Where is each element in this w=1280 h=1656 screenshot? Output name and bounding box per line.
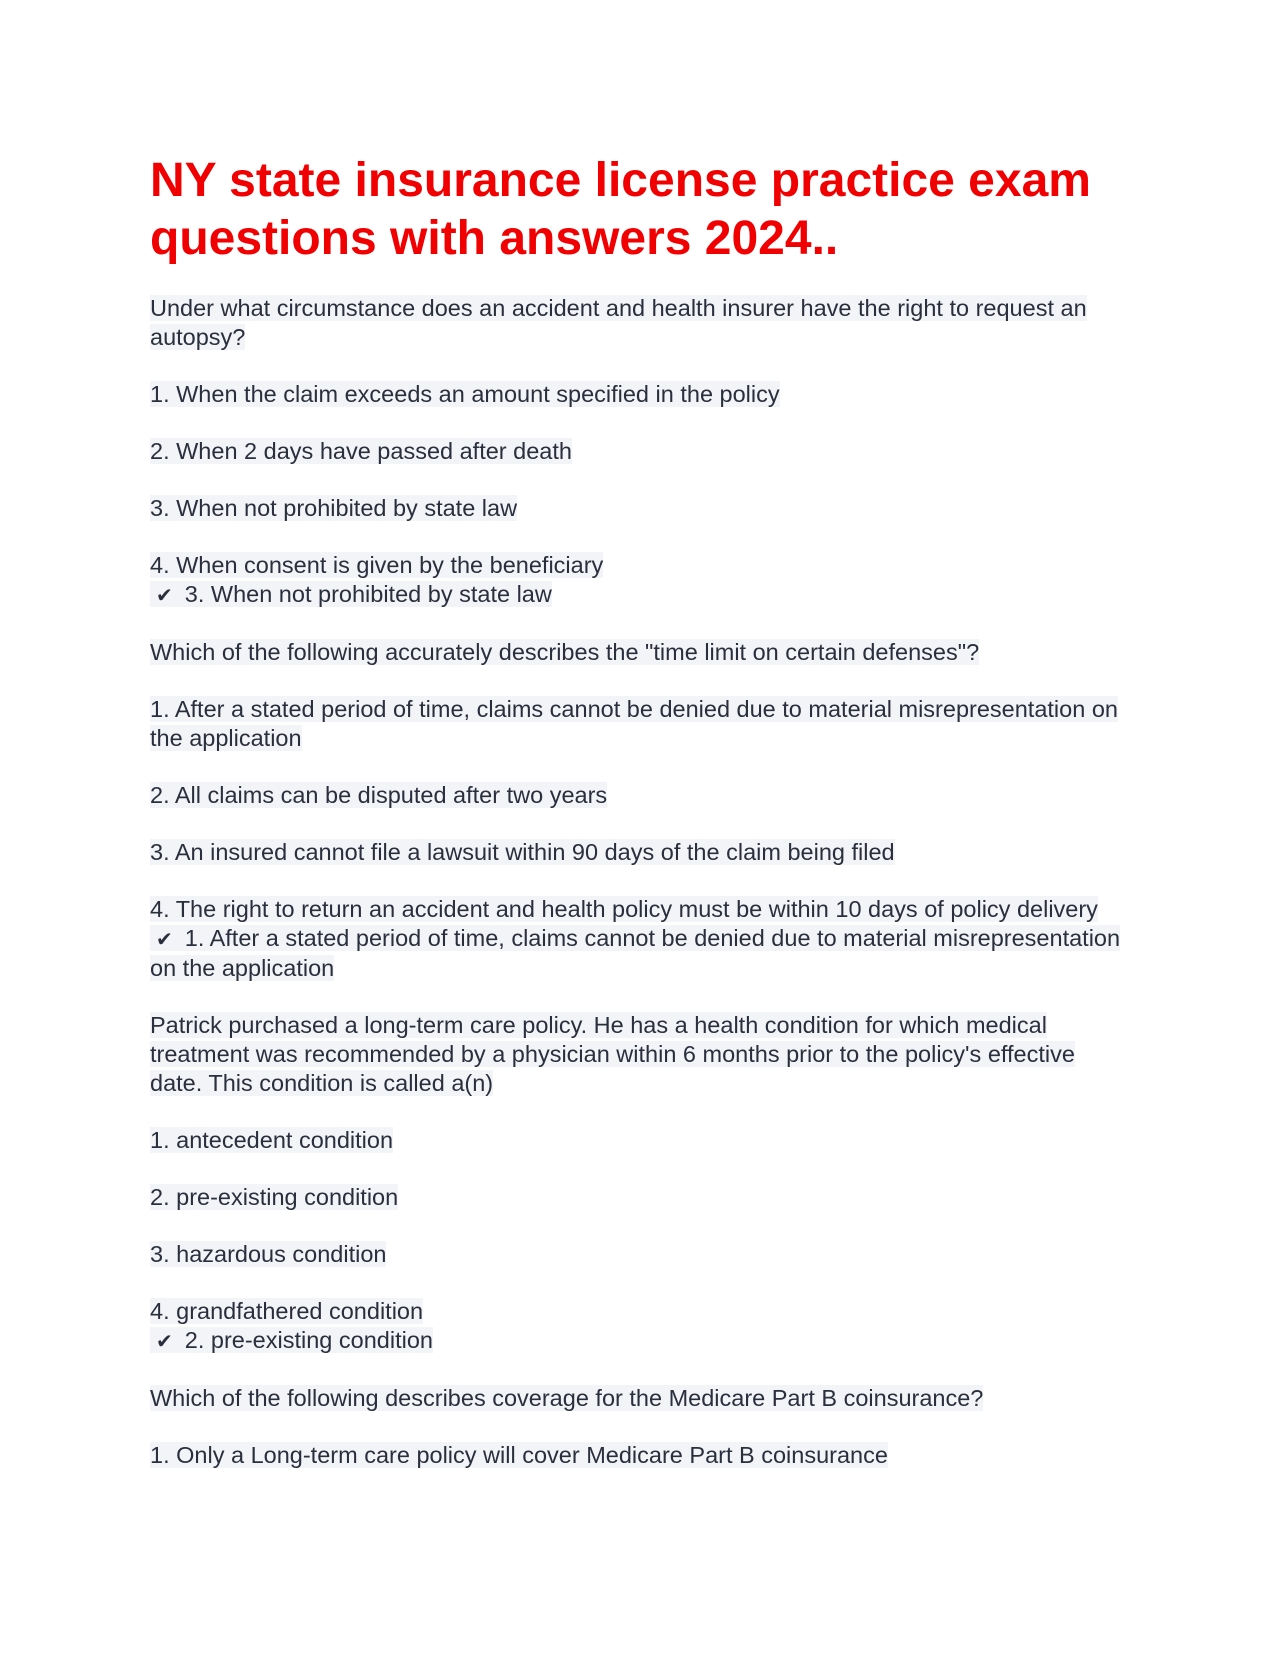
- correct-answer: ✔ 1. After a stated period of time, claims cannot be denied due to material misrepresentation on the application: [150, 925, 1121, 981]
- answer-option: 1. After a stated period of time, claims cannot be denied due to material misrepresentation on the application: [150, 696, 1118, 751]
- question-text: Patrick purchased a long-term care policy. He has a health condition for which medical treatment was recommended by a physician within 6 months prior to the policy's effective date. This condition is called a(n): [150, 1012, 1075, 1096]
- answer-option: 4. The right to return an accident and health policy must be within 10 days of policy delivery: [150, 896, 1098, 922]
- checkmark-icon: ✔: [156, 1329, 173, 1353]
- checkmark-icon: ✔: [156, 583, 173, 607]
- answer-option: 3. An insured cannot file a lawsuit within 90 days of the claim being filed: [150, 839, 895, 865]
- answer-option: 4. grandfathered condition: [150, 1298, 424, 1324]
- question-text: Which of the following describes coverage for the Medicare Part B coinsurance?: [150, 1385, 984, 1411]
- answer-option: 1. When the claim exceeds an amount specified in the policy: [150, 381, 780, 407]
- question-block: [150, 638, 1130, 983]
- correct-answer: ✔ 2. pre-existing condition: [150, 1326, 1130, 1356]
- question-block: [150, 1384, 1130, 1470]
- document-title: NY state insurance license practice exam questions with answers 2024..: [150, 154, 1091, 265]
- answer-option: 2. When 2 days have passed after death: [150, 438, 572, 464]
- correct-answer: ✔ 3. When not prohibited by state law: [150, 580, 1130, 610]
- answer-option: 3. When not prohibited by state law: [150, 495, 518, 521]
- question-text: Under what circumstance does an accident and health insurer have the right to request an autopsy?: [150, 295, 1087, 350]
- question-text: Which of the following accurately describes the "time limit on certain defenses"?: [150, 639, 980, 665]
- answer-option: 4. When consent is given by the beneficiary: [150, 552, 604, 578]
- question-block: [150, 294, 1130, 610]
- answer-option: 1. Only a Long-term care policy will cover Medicare Part B coinsurance: [150, 1442, 888, 1468]
- answer-option: 2. pre-existing condition: [150, 1184, 399, 1210]
- answer-option: 1. antecedent condition: [150, 1127, 394, 1153]
- checkmark-icon: ✔: [156, 927, 173, 951]
- answer-option: 2. All claims can be disputed after two years: [150, 782, 608, 808]
- answer-option: 3. hazardous condition: [150, 1241, 387, 1267]
- question-block: [150, 1011, 1130, 1356]
- document-page: [150, 152, 1130, 1498]
